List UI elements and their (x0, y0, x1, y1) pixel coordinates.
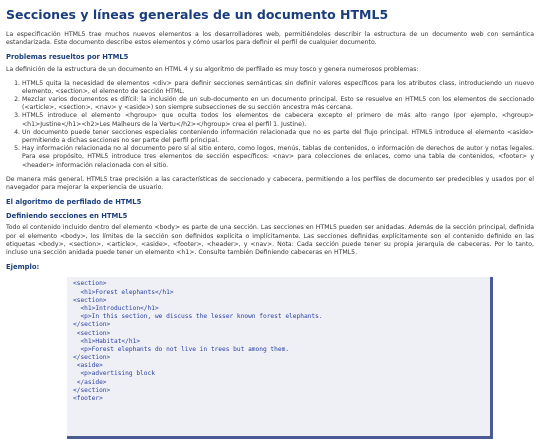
closing-paragraph: De manera más general, HTML5 trae precisión a las características de seccionado y cabecera, permitiendo a los perfiles de documento ser predecibles y usados por el navegador para mejorar la experiencia de usuario. (6, 175, 534, 191)
list-item: 1. HTML5 quita la necesidad de elementos <div> para definir secciones semánticas sin definir valores específicos para los atributos class, introduciendo un nuevo elemento, <section>, el elemento de sección HTML. (22, 80, 534, 96)
code-example-box (67, 277, 493, 439)
section-heading-algorithm: El algoritmo de perfilado de HTML5 (6, 198, 142, 207)
example-label: Ejemplo: (6, 263, 40, 272)
code-example: <section> <h1>Forest elephants</h1> <section> <h1>Introduction</h1> <p>In this section, we discuss the lesser known forest elephants. </section> <section> <h1>Habitat</h1> <p>Forest elephants do not live in trees but among them. </section> <aside> <p>advertising block </aside> </section> <footer> (73, 280, 323, 402)
list-item: 4. Un documento puede tener secciones especiales conteniendo información relacionada que no es parte del flujo principal. HTML5 introduce el elemento <aside> permitiendo a dichas secciones no ser parte del perfil principal. (22, 129, 534, 145)
section-heading-problems: Problemas resueltos por HTML5 (6, 53, 129, 62)
defining-paragraph: Todo el contenido incluido dentro del elemento <body> es parte de una sección. Las secciones en HTML5 pueden ser anidadas. Además de la sección principal, definida por el elemento <body>, los límites de la sección son definidos explícita o implícitamente. Las secciones definidas explícitamente son el contenido definido en las etiquetas <body>, <section>, <article>, <aside>, <footer>, <header>, y <nav>. Nota: Cada sección puede tener su propia jerarquía de cabeceras. Por lo tanto, incluso una sección anidada puede tener un elemento <h1>. Consulte también Definiendo cabeceras en HTML5. (6, 224, 534, 257)
list-item: 3. HTML5 introduce el elemento <hgroup> que oculta todos los elementos de cabecera excepto el primero de más alto rango (por ejemplo, <hgroup> <h1>Justine</h1><h2>Les Malheurs de la Vertu</h2></hgroup> crea el perfil 1. Justine). (22, 112, 534, 128)
list-item: 2. Mezclar varios documentos es difícil: la inclusión de un sub-documento en un documento principal. Esto se resuelve en HTML5 con los elementos de seccionado (<article>, <section>, <nav> y <aside>) son siempre subsecciones de su sección ancestra más cercana. (22, 96, 534, 112)
list-item: 5. Hay información relacionada no al documento pero sí al sitio entero, como logos, menús, tablas de contenidos, o información de derechos de autor y notas legales. Para ese propósito, HTML5 introduce tres elementos de sección específicos: <nav> para colecciones de enlaces, como una tabla de contenidos, <footer> y <header> información relacionada con el sitio. (22, 145, 534, 170)
intro-paragraph: La especificación HTML5 trae muchos nuevos elementos a los desarrolladores web, permitiéndoles describir la estructura de un documento web con semántica estandarizada. Este documento describe estos elementos y cómo usarlos para definir el perfil de cualquier documento. (6, 31, 534, 47)
problems-list (6, 80, 534, 170)
page-title: Secciones y líneas generales de un documento HTML5 (6, 7, 389, 22)
problems-paragraph: La definición de la estructura de un documento en HTML 4 y su algoritmo de perfilado es muy tosco y genera numerosos problemas: (6, 65, 419, 73)
subsection-heading-defining: Definiendo secciones en HTML5 (6, 212, 128, 221)
